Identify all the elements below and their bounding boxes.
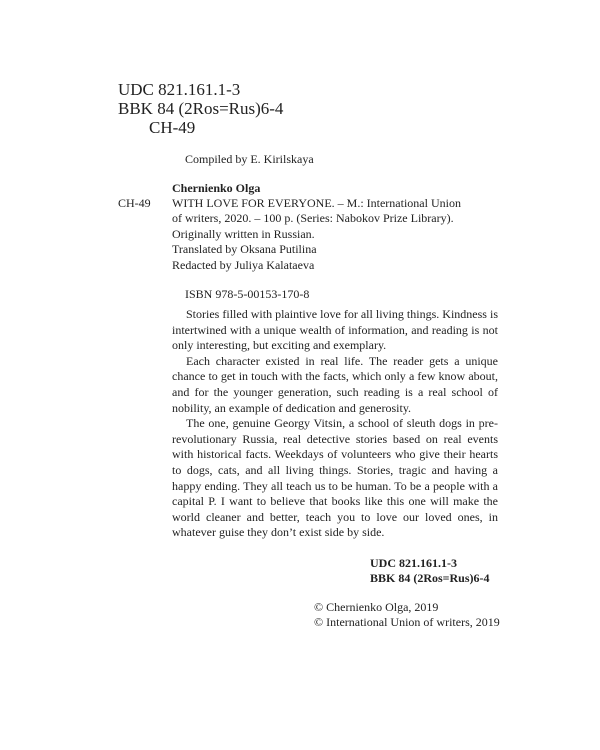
author-mark: CH-49	[149, 118, 196, 137]
isbn: ISBN 978-5-00153-170-8	[185, 287, 310, 301]
copyright-publisher: © International Union of writers, 2019	[314, 615, 500, 629]
description-paragraph: Each character existed in real life. The reader gets a unique chance to get in touch with the facts, which only a few know about, and for the younger generation, such reading is a real school of nobility, an example of dedication and generosity.	[172, 353, 498, 415]
bbk-code: BBK 84 (2Ros=Rus)6-4	[118, 99, 284, 118]
udc-code: UDC 821.161.1-3	[118, 80, 241, 99]
entry-note-original: Originally written in Russian.	[172, 227, 315, 241]
entry-mark: CH-49	[118, 196, 151, 210]
description-paragraph: The one, genuine Georgy Vitsin, a school of sleuth dogs in pre-revolutionary Russia, real detective stories based on real events with historical facts. Weekdays of volunteers who give their hearts to dogs, cats, and all living things. Stories, tragic and having a happy ending. They all teach us to be human. To be a people with a capital P. I want to believe that books like this one will make the world cleaner and better, teach you to love our loved ones, in whatever guise they don’t exist side by side.	[172, 416, 498, 540]
entry-note-editor: Redacted by Juliya Kalataeva	[172, 258, 315, 272]
footer-udc: UDC 821.161.1-3	[370, 556, 457, 570]
description	[172, 307, 498, 541]
entry-title-line-1: WITH LOVE FOR EVERYONE. – M.: International Union	[172, 196, 461, 210]
entry-title-line-2: of writers, 2020. – 100 p. (Series: Nabokov Prize Library).	[172, 211, 454, 225]
copyright-author: © Chernienko Olga, 2019	[314, 600, 439, 614]
footer-bbk: BBK 84 (2Ros=Rus)6-4	[370, 571, 490, 585]
entry-author: Chernienko Olga	[172, 181, 261, 195]
compiled-by: Compiled by E. Kirilskaya	[185, 152, 314, 166]
entry-note-translator: Translated by Oksana Putilina	[172, 242, 317, 256]
description-paragraph: Stories filled with plaintive love for all living things. Kindness is intertwined with a unique wealth of information, and reading is not only interesting, but exciting and exemplary.	[172, 307, 498, 353]
